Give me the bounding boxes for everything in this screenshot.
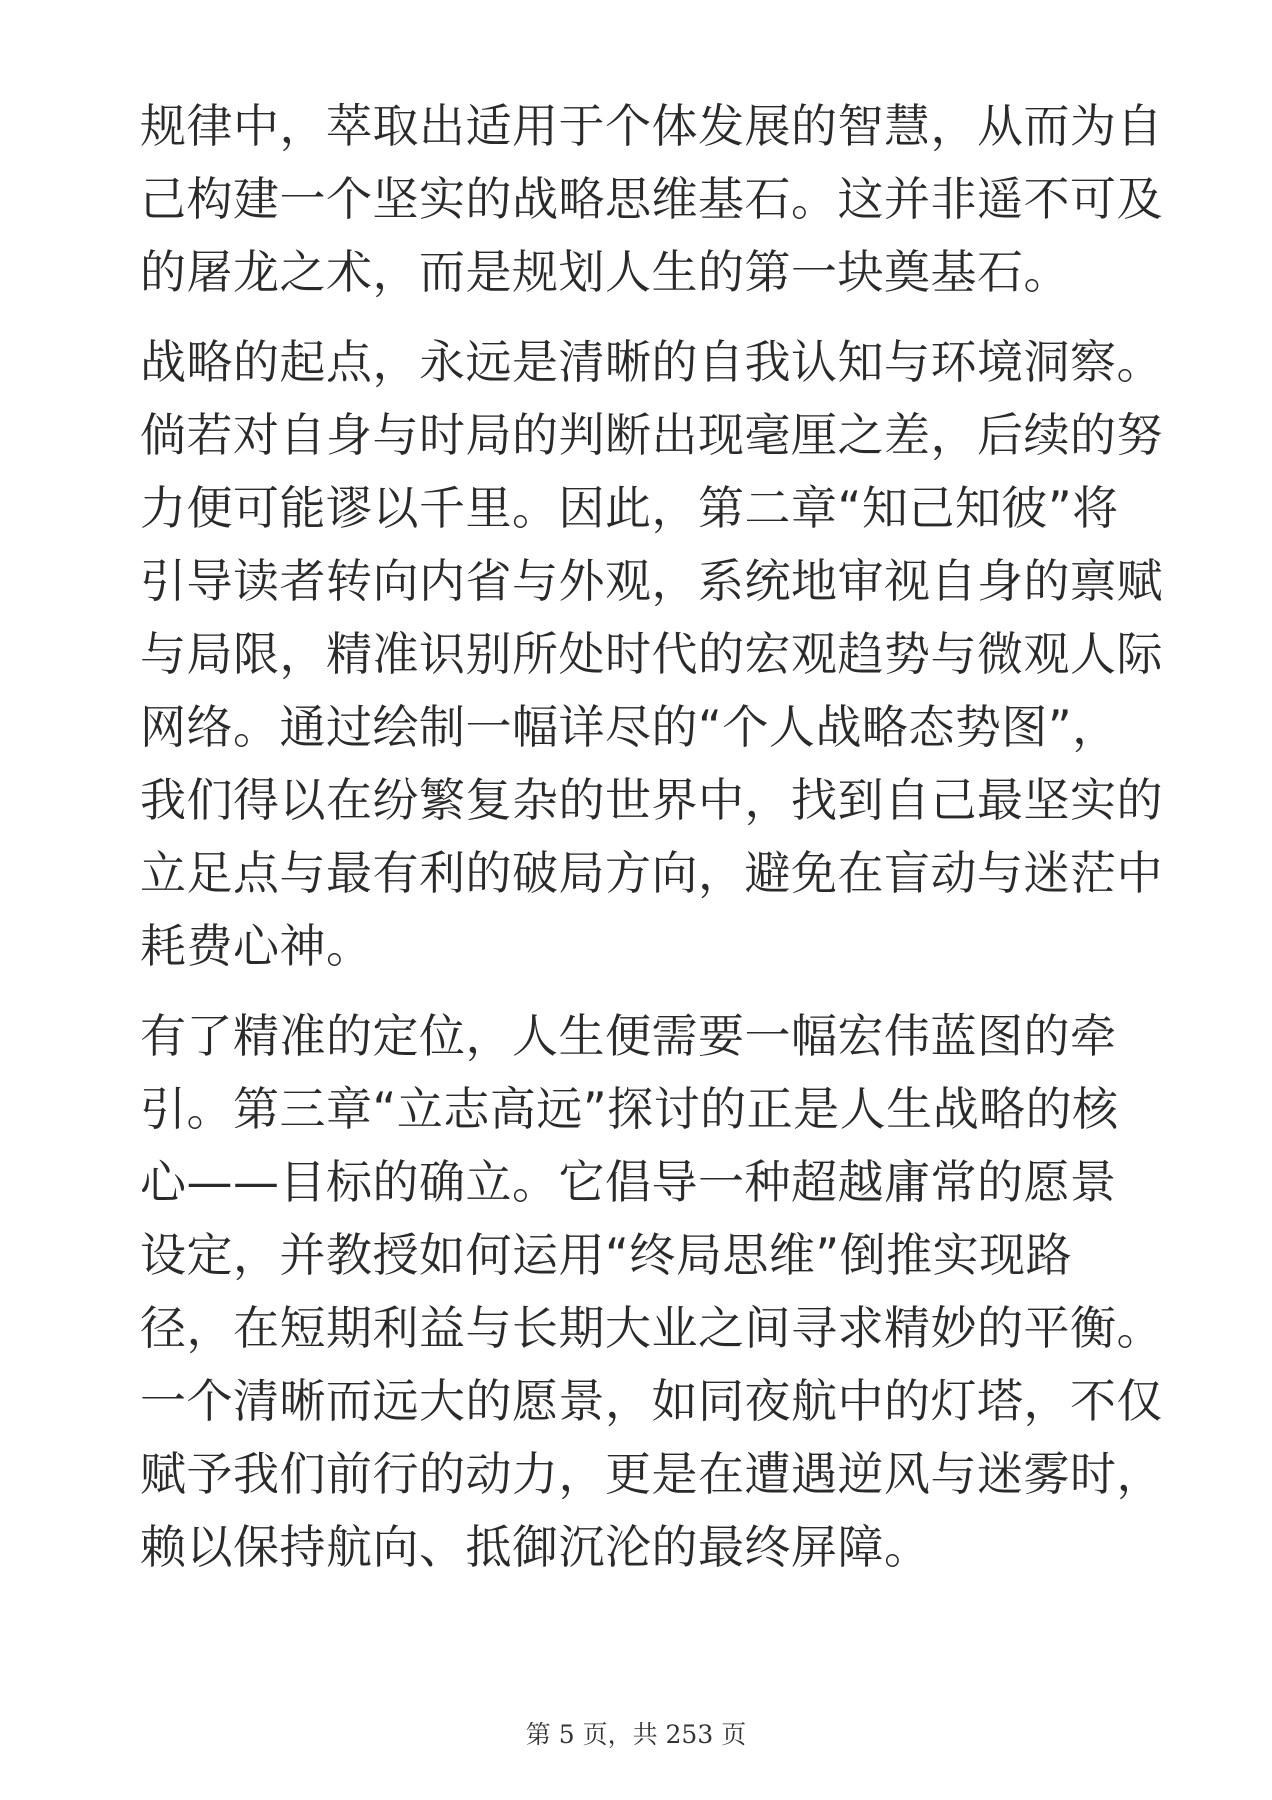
text-line: 径，在短期利益与长期大业之间寻求精妙的平衡。 [140, 1301, 1163, 1355]
text-line: 己构建一个坚实的战略思维基石。这并非遥不可及 [140, 172, 1163, 226]
text-line: 一个清晰而远大的愿景，如同夜航中的灯塔，不仅 [140, 1374, 1163, 1428]
text-line: 耗费心神。 [140, 919, 373, 973]
text-line: 倘若对自身与时局的判断出现毫厘之差，后续的努 [140, 408, 1163, 462]
text-line: 有了精准的定位，人生便需要一幅宏伟蓝图的牵 [140, 1009, 1117, 1063]
text-line: 赖以保持航向、抵御沉沦的最终屏障。 [140, 1520, 931, 1574]
text-line: 立足点与最有利的破局方向，避免在盲动与迷茫中 [140, 846, 1163, 900]
text-line: 力便可能谬以千里。因此，第二章“知己知彼”将 [140, 481, 1119, 535]
page-number-footer: 第 5 页，共 253 页 [525, 1720, 747, 1749]
text-line: 心——目标的确立。它倡导一种超越庸常的愿景 [140, 1155, 1117, 1209]
text-line: 设定，并教授如何运用“终局思维”倒推实现路 [140, 1228, 1073, 1282]
page-body [140, 90, 1163, 1601]
text-line: 战略的起点，永远是清晰的自我认知与环境洞察。 [140, 335, 1163, 389]
text-line: 的屠龙之术，而是规划人生的第一块奠基石。 [140, 245, 1070, 299]
paragraph-2 [140, 326, 1163, 983]
text-line: 赋予我们前行的动力，更是在遭遇逆风与迷雾时， [140, 1447, 1163, 1501]
text-line: 规律中，萃取出适用于个体发展的智慧，从而为自 [140, 99, 1163, 153]
paragraph-3 [140, 1000, 1163, 1584]
text-line: 我们得以在纷繁复杂的世界中，找到自己最坚实的 [140, 773, 1163, 827]
paragraph-1 [140, 90, 1163, 309]
text-line: 与局限，精准识别所处时代的宏观趋势与微观人际 [140, 627, 1163, 681]
text-line: 引导读者转向内省与外观，系统地审视自身的禀赋 [140, 554, 1163, 608]
text-line: 引。第三章“立志高远”探讨的正是人生战略的核 [140, 1082, 1119, 1136]
text-line: 网络。通过绘制一幅详尽的“个人战略态势图”， [140, 700, 1119, 754]
